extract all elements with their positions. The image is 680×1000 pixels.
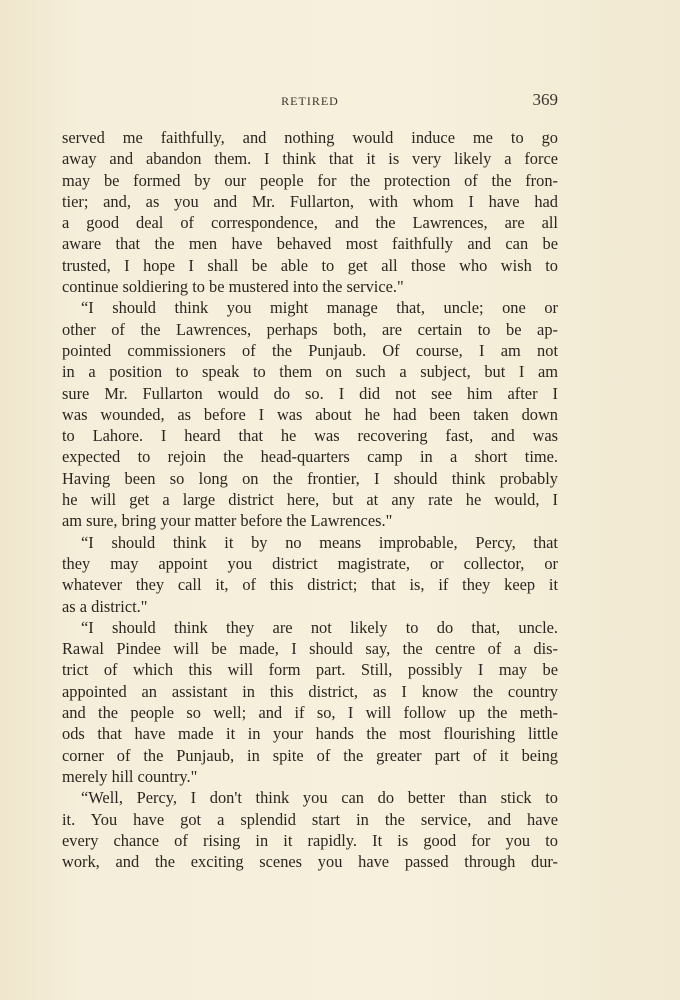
text-line: ods that have made it in your hands the most flourishing little [62, 724, 558, 744]
body-text [62, 127, 558, 872]
text-line: “I should think you might manage that, uncle; one or [81, 298, 558, 318]
text-line: in a position to speak to them on such a subject, but I am [62, 362, 558, 382]
text-line: was wounded, as before I was about he had been taken down [62, 404, 558, 424]
text-line: trusted, I hope I shall be able to get all those who wish to [62, 255, 558, 275]
text-line: merely hill country." [62, 766, 198, 786]
text-line: it. You have got a splendid start in the service, and have [62, 809, 558, 829]
text-line: he will get a large district here, but at any rate he would, I [62, 490, 558, 510]
text-line: pointed commissioners of the Punjaub. Of course, I am not [62, 340, 558, 360]
text-line: “I should think it by no means improbable, Percy, that [81, 532, 558, 552]
text-line: Having been so long on the frontier, I should think probably [62, 468, 558, 488]
text-line: trict of which this will form part. Still, possibly I may be [62, 660, 558, 680]
text-line: away and abandon them. I think that it is very likely a force [62, 149, 558, 169]
running-title: RETIRED [281, 94, 339, 108]
text-line: a good deal of correspondence, and the Lawrences, are all [62, 213, 558, 233]
text-line: may be formed by our people for the protection of the fron- [62, 170, 558, 190]
text-line: Rawal Pindee will be made, I should say, the centre of a dis- [62, 639, 558, 659]
text-line: whatever they call it, of this district; that is, if they keep it [62, 575, 558, 595]
text-line: expected to rejoin the head-quarters camp in a short time. [62, 447, 558, 467]
text-line: sure Mr. Fullarton would do so. I did not see him after I [62, 383, 558, 403]
text-line: to Lahore. I heard that he was recovering fast, and was [62, 426, 558, 446]
text-line: “I should think they are not likely to do that, uncle. [81, 617, 558, 637]
text-line: am sure, bring your matter before the Lawrences." [62, 511, 393, 531]
text-line: served me faithfully, and nothing would induce me to go [62, 128, 558, 147]
text-line: corner of the Punjaub, in spite of the greater part of it being [62, 745, 558, 765]
text-line: they may appoint you district magistrate, or collector, or [62, 553, 558, 573]
text-line: aware that the men have behaved most faithfully and can be [62, 234, 558, 254]
page-number: 369 [532, 90, 558, 109]
text-line: work, and the exciting scenes you have passed through dur- [62, 852, 558, 872]
text-line: and the people so well; and if so, I will follow up the meth- [62, 703, 558, 723]
text-line: tier; and, as you and Mr. Fullarton, with whom I have had [62, 191, 558, 211]
text-line: “Well, Percy, I don't think you can do better than stick to [81, 788, 558, 808]
text-line: appointed an assistant in this district, as I know the country [62, 681, 558, 701]
text-line: as a district." [62, 596, 148, 616]
running-head [62, 90, 558, 114]
text-line: other of the Lawrences, perhaps both, are certain to be ap- [62, 319, 558, 339]
text-line: every chance of rising in it rapidly. It is good for you to [62, 830, 558, 850]
text-line: continue soldiering to be mustered into the service." [62, 277, 404, 297]
